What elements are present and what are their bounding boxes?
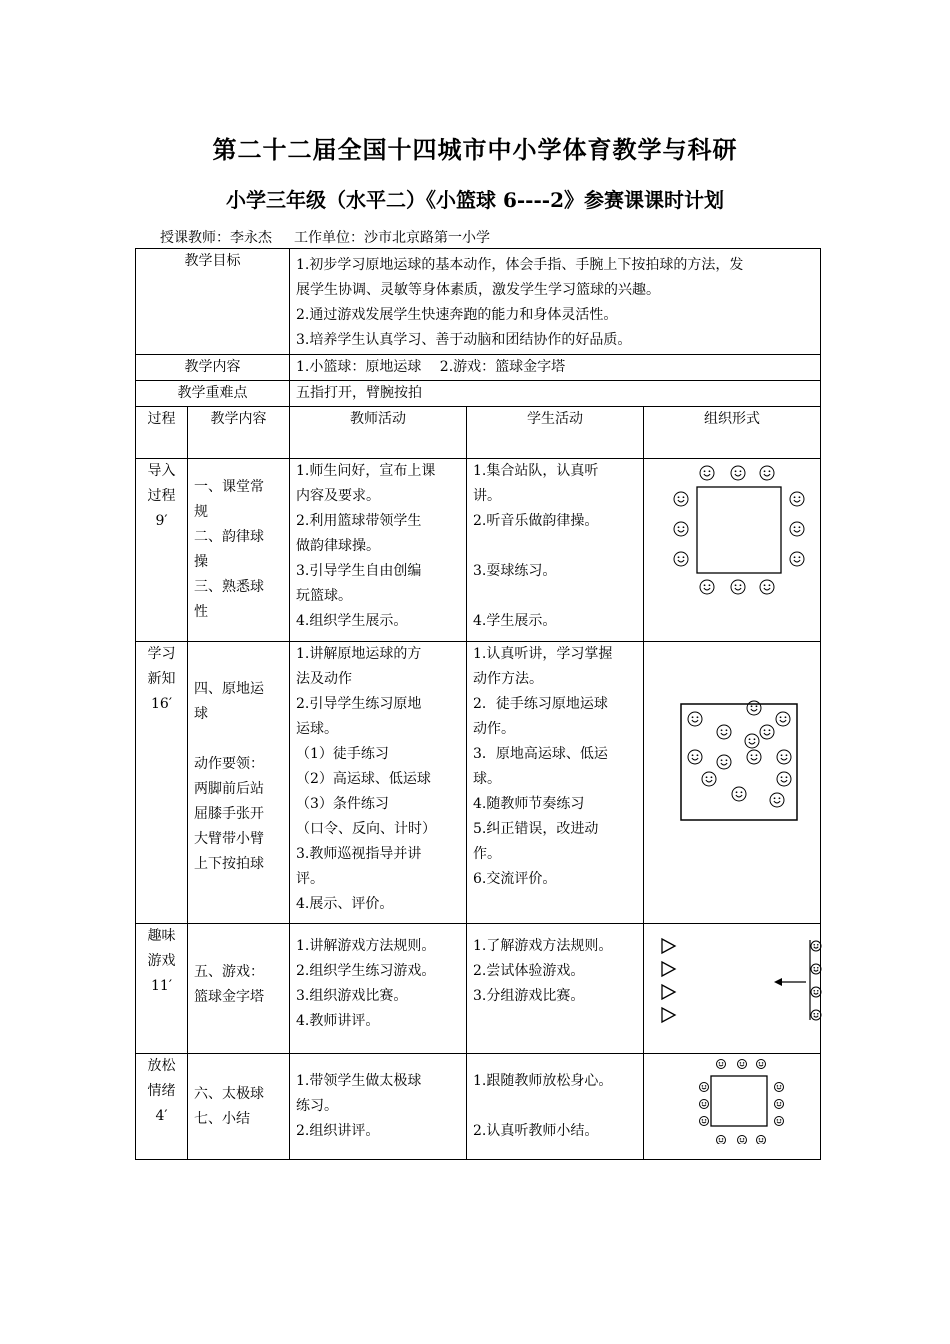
content-text: 球 [194, 706, 208, 722]
student-face-icon [738, 1060, 747, 1069]
objective-line: 1.初步学习原地运球的基本动作，体会手指、手腕上下按拍球的方法，发 [296, 257, 744, 273]
keypoints-label: 教学重难点 [136, 381, 290, 407]
teacher-text: 练习。 [296, 1098, 338, 1114]
student-text: 2.尝试体验游戏。 [473, 963, 585, 979]
teacher-text: 玩篮球。 [296, 588, 352, 604]
content-cell [188, 459, 290, 642]
objectives-text [290, 249, 821, 355]
student-text: 2．徒手练习原地运球 [473, 696, 608, 712]
process-text: 导入 [147, 463, 176, 479]
header-student: 学生活动 [467, 407, 644, 459]
formation-cell [644, 924, 821, 1054]
student-text: 3.耍球练习。 [473, 563, 557, 579]
teacher-text: 1.师生问好，宣布上课 [296, 463, 436, 479]
content-value: 1.小篮球：原地运球 2.游戏：篮球金字塔 [290, 355, 821, 381]
content-text: 五、游戏： [194, 964, 264, 980]
student-face-icon [745, 734, 759, 748]
teacher-text: （2）高运球、低运球 [296, 771, 431, 787]
process-text: 放松 [147, 1058, 176, 1074]
teacher-activity-cell [290, 642, 467, 924]
student-face-icon [717, 725, 731, 739]
process-text: 11′ [151, 978, 172, 994]
formation-cell [644, 642, 821, 924]
spacer [473, 1094, 637, 1119]
spacer [194, 727, 283, 752]
teacher-text: 4.教师讲评。 [296, 1013, 380, 1029]
objective-line: 3.培养学生认真学习、善于动脑和团结协作的好品质。 [296, 332, 632, 348]
process-cell [136, 1054, 188, 1160]
student-activity-cell [467, 1054, 644, 1160]
student-face-icon [700, 466, 714, 480]
student-face-icon [702, 772, 716, 786]
teacher-activity-cell [290, 1054, 467, 1160]
student-text: 动作方法。 [473, 671, 543, 687]
student-face-icon [811, 941, 821, 951]
student-face-icon [757, 1136, 766, 1145]
student-face-icon [731, 466, 745, 480]
cone-icon [662, 939, 675, 953]
process-text: 4′ [155, 1108, 168, 1124]
student-face-icon [775, 1117, 784, 1126]
student-face-icon [717, 755, 731, 769]
process-text: 情绪 [147, 1083, 176, 1099]
cone-icon [662, 1008, 675, 1022]
student-face-icon [688, 712, 702, 726]
objectives-row [136, 249, 821, 355]
content-cell [188, 1054, 290, 1160]
student-face-icon [811, 964, 821, 974]
content-text: 动作要领： [194, 756, 264, 772]
content-row [136, 355, 821, 381]
cone-markers [662, 939, 675, 1022]
stage-row-intro [136, 459, 821, 642]
student-activity-cell [467, 459, 644, 642]
teacher-text: 评。 [296, 871, 324, 887]
student-text: 作。 [473, 846, 501, 862]
student-face-icon [700, 580, 714, 594]
teacher-info [160, 227, 490, 247]
student-text: 讲。 [473, 488, 501, 504]
student-face-icon [811, 987, 821, 997]
content-text: 二、韵律球 [194, 529, 264, 545]
student-face-icon [760, 725, 774, 739]
process-cell [136, 924, 188, 1054]
student-face-icon [674, 492, 688, 506]
student-face-icon [717, 1060, 726, 1069]
teacher-text: 运球。 [296, 721, 338, 737]
student-face-icon [776, 712, 790, 726]
work-unit: 工作单位：沙市北京路第一小学 [294, 230, 490, 246]
content-text: 四、原地运 [194, 681, 264, 697]
content-text: 两脚前后站 [194, 781, 264, 797]
cone-icon [662, 962, 675, 976]
document-title: 第二十二届全国十四城市中小学体育教学与科研 [212, 135, 738, 164]
student-face-icon [674, 552, 688, 566]
student-face-icon [738, 1136, 747, 1145]
teacher-name: 授课教师：李永杰 [160, 230, 272, 246]
student-faces [674, 466, 804, 594]
student-face-icon [777, 750, 791, 764]
teacher-text: 3.教师巡视指导并讲 [296, 846, 422, 862]
process-text: 游戏 [147, 953, 176, 969]
document-subtitle: 小学三年级（水平二）《小篮球 6----2》参赛课课时计划 [226, 188, 724, 212]
teacher-text: 1.讲解游戏方法规则。 [296, 938, 436, 954]
objective-line: 展学生协调、灵敏等身体素质，激发学生学习篮球的兴趣。 [296, 282, 660, 298]
content-text: 篮球金字塔 [194, 989, 264, 1005]
process-text: 学习 [147, 646, 176, 662]
process-text: 16′ [151, 696, 172, 712]
content-label: 教学内容 [136, 355, 290, 381]
process-text: 9′ [155, 513, 168, 529]
student-face-icon [674, 522, 688, 536]
student-text: 1.跟随教师放松身心。 [473, 1073, 613, 1089]
content-text: 屈膝手张开 [194, 806, 264, 822]
teacher-text: 做韵律球操。 [296, 538, 380, 554]
teacher-text: 内容及要求。 [296, 488, 380, 504]
student-text: 6.交流评价。 [473, 871, 557, 887]
student-face-icon [717, 1136, 726, 1145]
process-text: 新知 [147, 671, 176, 687]
student-face-icon [777, 772, 791, 786]
student-faces [688, 701, 791, 807]
teacher-text: （1）徒手练习 [296, 746, 389, 762]
student-face-icon [775, 1100, 784, 1109]
formation-diagram-game [650, 924, 825, 1034]
student-text: 球。 [473, 771, 501, 787]
student-faces [700, 1060, 784, 1145]
stage-row-game [136, 924, 821, 1054]
formation-diagram-square [650, 459, 825, 599]
cone-icon [662, 985, 675, 999]
teacher-text: 4.组织学生展示。 [296, 613, 408, 629]
teacher-text: （3）条件练习 [296, 796, 389, 812]
student-faces [811, 941, 821, 1020]
student-face-icon [790, 492, 804, 506]
student-face-icon [732, 787, 746, 801]
student-face-icon [747, 750, 761, 764]
student-text: 5.纠正错误，改进动 [473, 821, 599, 837]
student-activity-cell [467, 924, 644, 1054]
header-row [136, 407, 821, 459]
student-face-icon [731, 580, 745, 594]
student-face-icon [700, 1117, 709, 1126]
process-text: 趣味 [147, 928, 176, 944]
formation-diagram-scatter [650, 642, 825, 842]
student-text: 动作。 [473, 721, 515, 737]
student-text: 3.分组游戏比赛。 [473, 988, 585, 1004]
student-text: 1.认真听讲，学习掌握 [473, 646, 613, 662]
formation-diagram-relax [650, 1054, 825, 1144]
content-text: 操 [194, 554, 208, 570]
content-text: 七、小结 [194, 1110, 250, 1127]
content-text: 性 [194, 604, 208, 620]
formation-cell [644, 1054, 821, 1160]
stage-row-learning [136, 642, 821, 924]
teacher-text: 3.引导学生自由创编 [296, 563, 422, 579]
content-text: 大臂带小臂 [194, 831, 264, 847]
keypoints-value: 五指打开，臂腕按拍 [290, 381, 821, 407]
student-face-icon [811, 1010, 821, 1020]
formation-square [711, 1076, 767, 1126]
keypoints-row [136, 381, 821, 407]
formation-cell [644, 459, 821, 642]
student-face-icon [790, 522, 804, 536]
content-text: 六、太极球 [194, 1085, 264, 1102]
teacher-text: 2.引导学生练习原地 [296, 696, 422, 712]
student-face-icon [760, 466, 774, 480]
student-text: 3．原地高运球、低运 [473, 746, 608, 762]
spacer [473, 584, 637, 609]
student-text: 1.集合站队，认真听 [473, 463, 599, 479]
teacher-text: 2.利用篮球带领学生 [296, 513, 422, 529]
teacher-text: 4.展示、评价。 [296, 896, 394, 912]
student-activity-cell [467, 642, 644, 924]
student-text: 4.随教师节奏练习 [473, 796, 585, 812]
process-cell [136, 459, 188, 642]
content-text: 上下按拍球 [194, 856, 264, 872]
student-face-icon [775, 1083, 784, 1092]
student-face-icon [760, 580, 774, 594]
stage-row-relax [136, 1054, 821, 1160]
student-face-icon [688, 750, 702, 764]
objective-line: 2.通过游戏发展学生快速奔跑的能力和身体灵活性。 [296, 307, 618, 323]
header-process: 过程 [136, 407, 188, 459]
process-text: 过程 [147, 488, 176, 504]
content-cell [188, 642, 290, 924]
lesson-plan-table [135, 248, 821, 1160]
student-face-icon [757, 1060, 766, 1069]
teacher-activity-cell [290, 924, 467, 1054]
student-face-icon [700, 1100, 709, 1109]
content-cell [188, 924, 290, 1054]
spacer [473, 534, 637, 559]
teacher-text: 法及动作 [296, 671, 352, 687]
objectives-label: 教学目标 [136, 249, 290, 355]
content-text: 规 [194, 504, 208, 520]
teacher-text: 3.组织游戏比赛。 [296, 988, 408, 1004]
student-text: 2.听音乐做韵律操。 [473, 513, 599, 529]
teacher-text: 2.组织学生练习游戏。 [296, 963, 436, 979]
teacher-activity-cell [290, 459, 467, 642]
student-face-icon [700, 1083, 709, 1092]
teacher-text: 2.组织讲评。 [296, 1123, 380, 1139]
student-face-icon [790, 552, 804, 566]
content-text: 一、课堂常 [194, 479, 264, 495]
formation-square [697, 487, 781, 573]
header-content: 教学内容 [188, 407, 290, 459]
student-text: 4.学生展示。 [473, 613, 557, 629]
process-cell [136, 642, 188, 924]
header-organization: 组织形式 [644, 407, 821, 459]
arrow-head-icon [774, 978, 782, 986]
teacher-text: 1.讲解原地运球的方 [296, 646, 422, 662]
student-face-icon [770, 793, 784, 807]
student-face-icon [747, 701, 761, 715]
content-text: 三、熟悉球 [194, 579, 264, 595]
student-text: 2.认真听教师小结。 [473, 1123, 599, 1139]
student-text: 1.了解游戏方法规则。 [473, 938, 613, 954]
header-teacher: 教师活动 [290, 407, 467, 459]
teacher-text: （口令、反向、计时） [296, 821, 436, 837]
teacher-text: 1.带领学生做太极球 [296, 1073, 422, 1089]
